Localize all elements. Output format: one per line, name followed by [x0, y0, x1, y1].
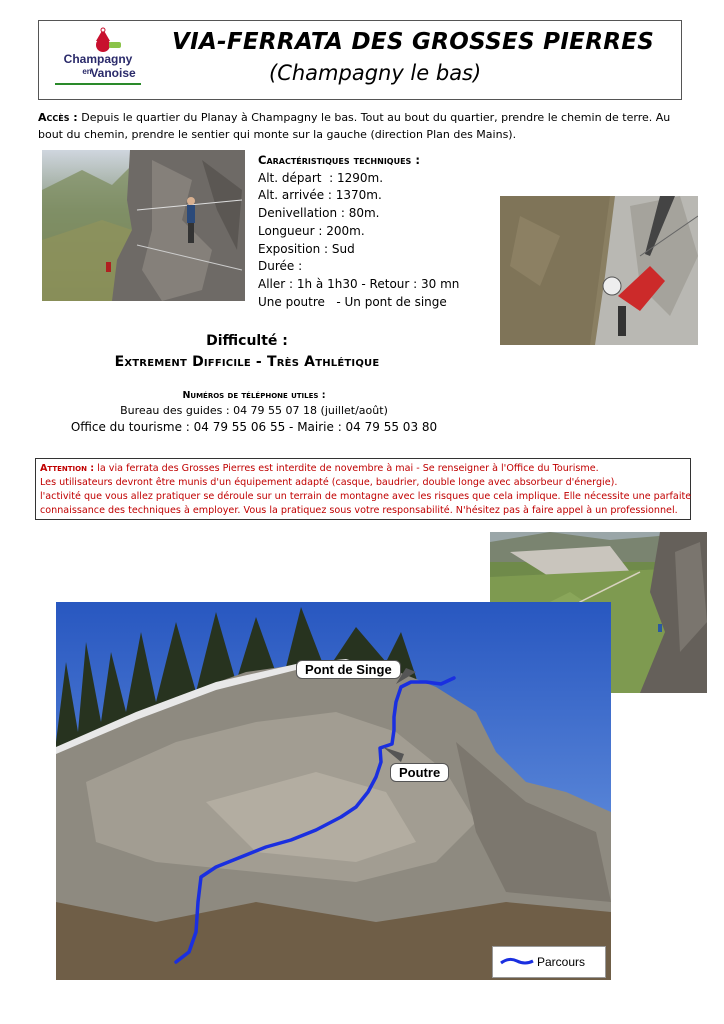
access-paragraph — [38, 109, 688, 143]
warning-line-1 — [40, 462, 686, 476]
difficulty-label: Difficulté : — [206, 333, 288, 349]
callout-poutre: Poutre — [390, 763, 449, 782]
phones-heading: Numéros de téléphone utiles : — [182, 390, 326, 401]
difficulty-value: Extrement Difficile - Très Athlétique — [114, 354, 380, 370]
tech-line-features: Une poutre - Un pont de singe — [258, 294, 447, 309]
legend-line-icon — [499, 953, 535, 969]
champagny-logo — [47, 27, 149, 93]
logo-text-2: en — [82, 67, 92, 76]
page-subtitle: (Champagny le bas) — [269, 61, 482, 85]
access-label: Accès : — [38, 111, 78, 124]
photo-climber-beam — [42, 150, 245, 301]
warning-label: Attention : — [40, 463, 95, 474]
phone-guides: Bureau des guides : 04 79 55 07 18 (juillet/août) — [120, 404, 388, 417]
page-title: VIA-FERRATA DES GROSSES PIERRES — [172, 29, 655, 55]
tech-heading: Caractéristiques techniques : — [258, 153, 420, 167]
callout-pont-de-singe: Pont de Singe — [296, 660, 401, 679]
phone-office-mairie: Office du tourisme : 04 79 55 06 55 - Mairie : 04 79 55 03 80 — [70, 420, 438, 434]
tech-line-denivellation: Denivellation : 80m. — [258, 206, 380, 221]
photo-climber-helmet — [500, 196, 698, 345]
logo-text-3: Vanoise — [90, 66, 136, 80]
tech-line-duree: Durée : — [258, 259, 303, 274]
tech-line-alt-depart: Alt. départ : 1290m. — [258, 170, 384, 185]
access-text: Depuis le quartier du Planay à Champagny le bas. Tout au bout du quartier, prendre le chemin de terre. Au bout du chemin, prendre le sentier qui monte sur la gauche (direction Plan des Mains). — [38, 111, 671, 141]
route-legend — [492, 946, 606, 978]
warning-box — [35, 458, 691, 520]
photo-route-map — [56, 602, 611, 980]
tech-line-exposition: Exposition : Sud — [258, 241, 355, 256]
logo-text-1: Champagny — [63, 52, 133, 66]
warning-line-3: l'activité que vous allez pratiquer se déroule sur un terrain de montagne avec les risques que cela implique. Elle nécessite une parfaite — [40, 491, 692, 502]
warning-line-2: Les utilisateurs devront être munis d'un équipement adapté (casque, baudrier, double longe avec absorbeur d'énergie). — [40, 477, 618, 488]
tech-line-alt-arrivee: Alt. arrivée : 1370m. — [258, 188, 382, 203]
tech-line-aller-retour: Aller : 1h à 1h30 - Retour : 30 mn — [258, 276, 460, 291]
technical-characteristics — [258, 152, 488, 311]
tech-line-longueur: Longueur : 200m. — [258, 223, 365, 238]
warning-text-1: la via ferrata des Grosses Pierres est interdite de novembre à mai - Se renseigner à l'Office du Tourisme. — [97, 463, 599, 474]
legend-label: Parcours — [537, 955, 586, 969]
warning-line-4: connaissance des techniques à employer. Vous la pratiquez sous votre responsabilité. N'hésitez pas à faire appel à un professionnel. — [40, 505, 678, 516]
header-box — [38, 20, 682, 100]
